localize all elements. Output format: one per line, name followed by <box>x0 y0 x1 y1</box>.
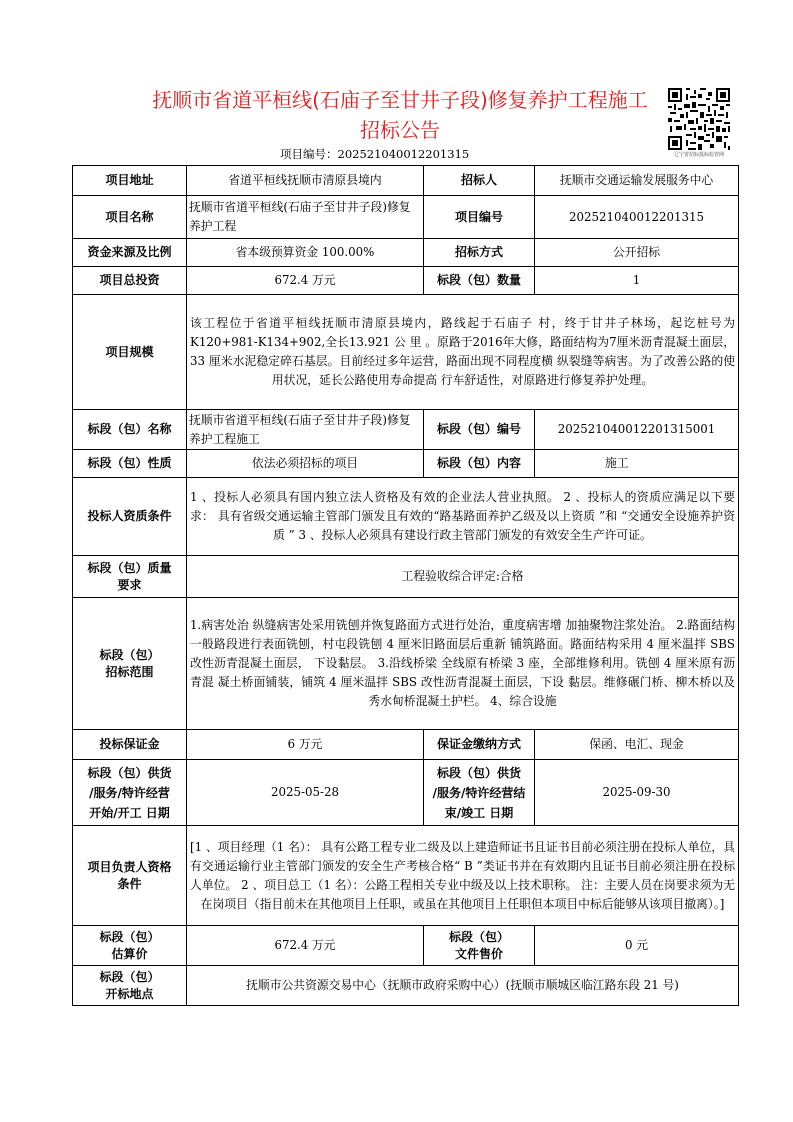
label-lot-number: 标段（包）编号 <box>424 410 535 450</box>
label-deposit: 投标保证金 <box>73 730 187 760</box>
table-row <box>73 926 739 966</box>
qr-code-icon <box>668 88 730 150</box>
table-row <box>73 826 739 926</box>
value-estimate: 672.4 万元 <box>187 926 424 966</box>
value-method: 公开招标 <box>535 239 739 267</box>
value-lot-content: 施工 <box>535 450 739 478</box>
qr-caption: 辽宁省招标投标监管网 <box>673 152 724 158</box>
table-row <box>73 267 739 295</box>
table-row <box>73 166 739 196</box>
table-row <box>73 598 739 730</box>
value-lot-number: 202521040012201315001 <box>535 410 739 450</box>
label-end-date: 标段（包）供货 /服务/特许经营结 束/竣工 日期 <box>424 760 535 826</box>
value-lot-nature: 依法必须招标的项目 <box>187 450 424 478</box>
label-qualification: 投标人资质条件 <box>73 478 187 556</box>
value-funding: 省本级预算资金 100.00% <box>187 239 424 267</box>
value-investment: 672.4 万元 <box>187 267 424 295</box>
label-project-name: 项目名称 <box>73 196 187 239</box>
table-row <box>73 450 739 478</box>
table-row <box>73 730 739 760</box>
label-lot-nature: 标段（包）性质 <box>73 450 187 478</box>
label-estimate: 标段（包） 估算价 <box>73 926 187 966</box>
notice-title-line1: 抚顺市省道平桓线(石庙子至甘井子段)修复养护工程施工 <box>152 88 648 112</box>
label-start-date: 标段（包）供货 /服务/特许经营 开始/开工 日期 <box>73 760 187 826</box>
label-manager: 项目负责人资格 条件 <box>73 826 187 926</box>
table-row <box>73 239 739 267</box>
value-tenderer: 抚顺市交通运输发展服务中心 <box>535 166 739 196</box>
value-end-date: 2025-09-30 <box>535 760 739 826</box>
label-quality: 标段（包）质量 要求 <box>73 556 187 598</box>
value-deposit-method: 保函、电汇、现金 <box>535 730 739 760</box>
label-scale: 项目规模 <box>73 295 187 410</box>
table-row <box>73 295 739 410</box>
value-scale: 该工程位于省道平桓线抚顺市清原县境内，路线起于石庙子 村，终于甘井子林场，起讫桩号为K120+981-K134+902,全长13.921 公 里 。原路于2016年大修，路面结构为7厘米沥青混凝土面层，33 厘米水泥稳定碎石基层。目前经过多年运营，路面出现不同程度横 纵裂缝等病害。为了改善公路的使用状况，延长公路使用寿命提高 行车舒适性，对原路进行修复养护处理。 <box>187 295 739 410</box>
notice-title-line2: 招标公告 <box>360 118 440 142</box>
label-range: 标段（包） 招标范围 <box>73 598 187 730</box>
value-start-date: 2025-05-28 <box>187 760 424 826</box>
tender-info-table <box>72 165 739 1006</box>
value-lot-name: 抚顺市省道平桓线(石庙子至甘井子段)修复养护工程施工 <box>187 410 424 450</box>
label-address: 项目地址 <box>73 166 187 196</box>
label-open-place: 标段（包） 开标地点 <box>73 966 187 1006</box>
project-number-line: 项目编号：202521040012201315 <box>280 147 470 161</box>
table-row <box>73 410 739 450</box>
table-row <box>73 196 739 239</box>
label-funding: 资金来源及比例 <box>73 239 187 267</box>
label-lot-name: 标段（包）名称 <box>73 410 187 450</box>
value-lot-count: 1 <box>535 267 739 295</box>
label-tenderer: 招标人 <box>424 166 535 196</box>
value-project-name: 抚顺市省道平桓线(石庙子至甘井子段)修复养护工程 <box>187 196 424 239</box>
table-row <box>73 760 739 826</box>
label-doc-price: 标段（包） 文件售价 <box>424 926 535 966</box>
value-open-place: 抚顺市公共资源交易中心（抚顺市政府采购中心）(抚顺市顺城区临江路东段 21 号) <box>187 966 739 1006</box>
value-qualification: 1 、投标人必须具有国内独立法人资格及有效的企业法人营业执照。 2 、投标人的资质应满足以下要求： 具有省级交通运输主管部门颁发且有效的“路基路面养护乙级及以上资质 ”和 “交通安全设施养护资质 ” 3 、投标人必须具有建设行政主管部门颁发的有效安全生产许可证。 <box>187 478 739 556</box>
table-row <box>73 556 739 598</box>
label-deposit-method: 保证金缴纳方式 <box>424 730 535 760</box>
label-investment: 项目总投资 <box>73 267 187 295</box>
label-method: 招标方式 <box>424 239 535 267</box>
value-deposit: 6 万元 <box>187 730 424 760</box>
table-row <box>73 966 739 1006</box>
label-project-number: 项目编号 <box>424 196 535 239</box>
table-row <box>73 478 739 556</box>
value-range: 1.病害处治 纵缝病害处采用铣刨并恢复路面方式进行处治，重度病害增 加抽聚物注浆处治。 2.路面结构 一般路段进行表面铣刨，村屯段铣刨 4 厘米旧路面层后重新 铺筑路面。路面结构采用 4 厘米温拌 SBS 改性沥青混凝土面层， 下设黏层。 3.沿线桥梁 全线原有桥梁 3 座，全部维修利用。铣刨 4 厘米原有沥青混 凝土桥面铺装，铺筑 4 厘米温拌 SBS 改性沥青混凝土面层，下设 黏层。维修碾门桥、柳木桥以及秀水甸桥混凝土护栏。 4、综合设施 <box>187 598 739 730</box>
value-manager: [1 、项目经理（1 名）： 具有公路工程专业二级及以上建造师证书且证书目前必须注册在投标人单位，具有交通运输行业主管部门颁发的安全生产考核合格“ B ”类证书并在有效期内且证书目前必须注册在投标人单位。 2 、项目总工（1 名）：公路工程相关专业中级及以上技术职称。 注：主要人员在岗要求须为无在岗项目（指目前未在其他项目上任职，或虽在其他项目上任职但本项目中标后能够从该项目撤离）。] <box>187 826 739 926</box>
label-lot-content: 标段（包）内容 <box>424 450 535 478</box>
value-doc-price: 0 元 <box>535 926 739 966</box>
value-quality: 工程验收综合评定:合格 <box>187 556 739 598</box>
label-lot-count: 标段（包）数量 <box>424 267 535 295</box>
value-address: 省道平桓线抚顺市清原县境内 <box>187 166 424 196</box>
value-project-number: 202521040012201315 <box>535 196 739 239</box>
